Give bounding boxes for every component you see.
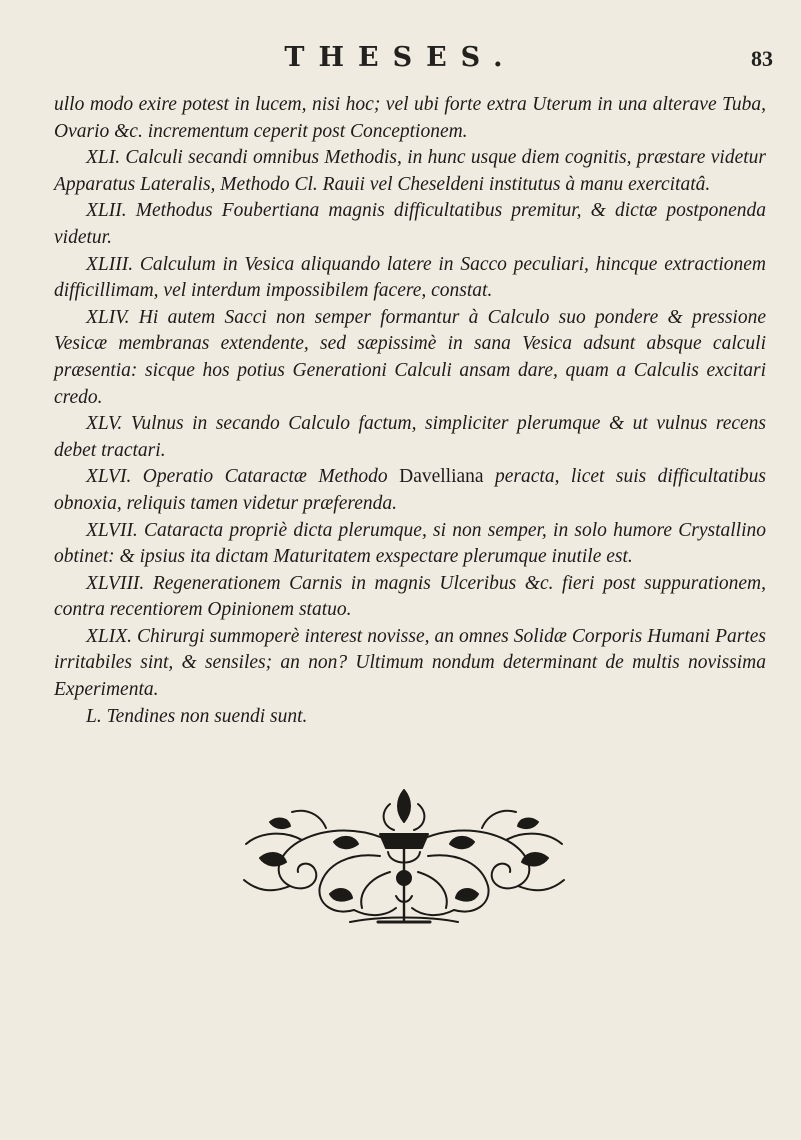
italic-text-run: XLVIII. Regenerationem Carnis in magnis Ulceribus &c. fieri post suppurationem, contra recentiorem Opinionem statuo. [54,572,766,621]
thesis-paragraph [54,198,766,251]
italic-text-run: XLV. Vulnus in secando Calculo factum, simpliciter plerumque & ut vulnus recens debet tractari. [54,413,766,461]
running-title: THESES. [284,42,517,73]
continuation-paragraph [54,92,766,145]
roman-text-run: Davelliana [399,466,484,488]
thesis-paragraph [54,518,766,571]
italic-text-run: XLIV. Hi autem Sacci non semper formantur à Calculo suo pondere & pressione Vesicæ membranas extendente, sed sæpissimè in sana Vesica adsunt absque calculi præsentia: sicque hos potius Generationi Calculi ansam dare, quam a Calculis excitari credo. [54,306,766,408]
page-header [0,42,801,82]
italic-text-run: XLVI. Operatio Cataractæ Methodo [86,466,400,488]
italic-text-run: XLVII. Cataracta propriè dicta plerumque, si non semper, in solo humore Crystallino obtinet: & ipsius ita dictam Maturitatem exspectare plerumque inutile est. [54,519,766,568]
thesis-paragraph [54,704,766,731]
italic-text-run: XLIX. Chirurgi summoperè interest novisse, an omnes Solidæ Corporis Humani Partes irritabiles sint, & sensiles; an non? Ultimum nondum determinant de multis novissima Experimenta. [54,625,766,701]
italic-text-run: XLIII. Calculum in Vesica aliquando latere in Sacco peculiari, hincque extractionem difficillimam, vel interdum impossibilem facere, constat. [54,253,766,302]
thesis-paragraph [54,624,766,704]
thesis-paragraph [54,252,766,305]
thesis-paragraph [54,305,766,411]
thesis-paragraph [54,411,766,464]
italic-text-run: L. Tendines non suendi sunt. [86,705,308,727]
thesis-paragraph [54,145,766,198]
italic-text-run: XLII. Methodus Foubertiana magnis difficultatibus premitur, & dictæ postponenda videtur. [54,200,766,248]
thesis-paragraph [54,464,766,517]
italic-text-run: ullo modo exire potest in lucem, nisi hoc; vel ubi forte extra Uterum in una alterave Tuba, Ovario &c. incrementum ceperit post Conceptionem. [54,94,766,142]
theses-text [54,92,766,730]
thesis-paragraph [54,571,766,624]
italic-text-run: peracta, licet suis difficultatibus obnoxia, reliquis tamen videtur præferenda. [54,466,766,514]
floral-tailpiece-icon [230,782,578,930]
italic-text-run: XLI. Calculi secandi omnibus Methodis, in hunc usque diem cognitis, præstare videtur Apparatus Lateralis, Methodo Cl. Rauii vel Cheseldeni institutus à manu exercitatâ. [54,147,766,195]
page-number: 83 [751,46,773,71]
